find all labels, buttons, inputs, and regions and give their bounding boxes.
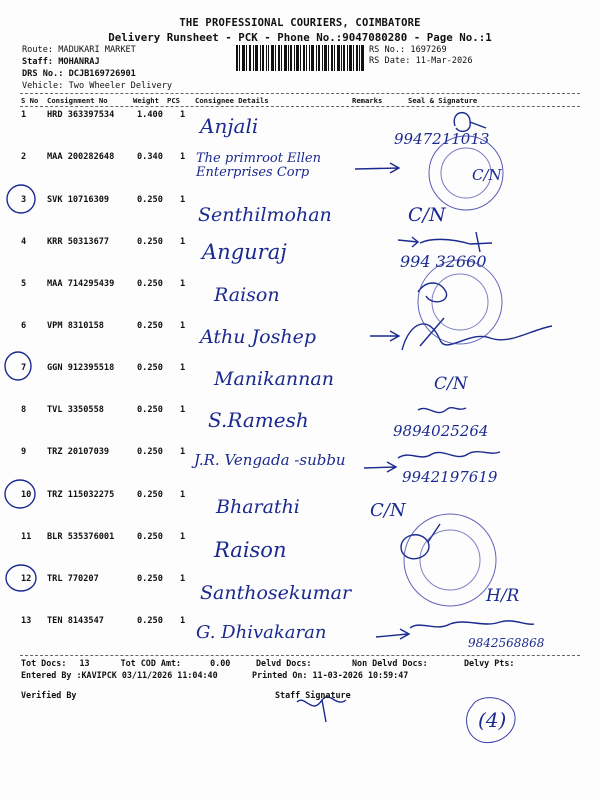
seal-stamp-row-11	[404, 514, 496, 606]
row-consignment: TRL 770207	[47, 574, 99, 584]
seal-stamp-row-11-inner	[420, 530, 480, 590]
row-weight: 1.400	[137, 110, 163, 120]
row-consignment: VPM 8310158	[47, 321, 104, 331]
row-sno: 6	[21, 321, 27, 331]
circled-row-10	[5, 480, 35, 508]
seal-stamp-row-2-inner	[441, 148, 491, 198]
handwritten-remark: C/N	[472, 166, 502, 184]
handwritten-name: Raison	[214, 284, 280, 306]
row-pcs: 1	[180, 195, 186, 205]
col-pcs: PCS	[167, 96, 180, 105]
row-weight: 0.250	[137, 321, 163, 331]
row-weight: 0.250	[137, 447, 163, 457]
entered-by: Entered By :KAVIPCK 03/11/2026 11:04:40	[21, 670, 218, 680]
row-pcs: 1	[180, 405, 186, 415]
circled-row-3	[7, 185, 35, 213]
arrow-row-13	[376, 629, 409, 639]
row-weight: 0.250	[137, 532, 163, 542]
totals-line	[21, 658, 230, 668]
handwritten-remark: 9894025264	[393, 422, 489, 440]
vehicle-label: Vehicle:	[22, 81, 64, 91]
row-weight: 0.250	[137, 363, 163, 373]
row-consignment: SVK 10716309	[47, 195, 110, 205]
row-consignment: KRR 50313677	[47, 237, 110, 247]
signature-row-1	[454, 113, 486, 132]
handwritten-remark: 9842568868	[468, 636, 545, 650]
handwritten-remark: C/N	[370, 500, 406, 521]
seal-stamp-row-5	[418, 260, 502, 344]
non-delvd-docs-label: Non Delvd Docs:	[352, 658, 428, 668]
tot-cod-label: Tot COD Amt:	[120, 658, 182, 668]
row-consignment: MAA 714295439	[47, 279, 115, 289]
col-remarks: Remarks	[352, 96, 383, 105]
staff-label: Staff:	[22, 57, 54, 67]
col-sno: S No	[21, 96, 39, 105]
row-weight: 0.250	[137, 195, 163, 205]
row-weight: 0.340	[137, 152, 163, 162]
arrow-row-9	[364, 462, 396, 472]
arrow-row-6	[370, 331, 399, 341]
row-weight: 0.250	[137, 490, 163, 500]
handwritten-name: Senthilmohan	[198, 204, 332, 226]
signature-row-13	[410, 621, 534, 628]
row-weight: 0.250	[137, 616, 163, 626]
staff-signature-mark	[297, 697, 346, 722]
tot-docs-value: 13	[79, 658, 90, 668]
staff-signature-label: Staff Signature	[275, 690, 351, 700]
printed-on: Printed On: 11-03-2026 10:59:47	[252, 670, 409, 680]
row-weight: 0.250	[137, 237, 163, 247]
col-seal: Seal & Signature	[408, 96, 478, 105]
row-weight: 0.250	[137, 279, 163, 289]
footer-divider	[20, 655, 580, 656]
seal-stamp-row-2	[429, 136, 503, 210]
verified-by: Verified By	[21, 690, 77, 700]
handwritten-remark: 9947211013	[394, 130, 490, 148]
row-sno: 1	[21, 110, 27, 120]
row-pcs: 1	[180, 321, 186, 331]
handwritten-remark: H/R	[486, 586, 520, 606]
route-value: MADUKARI MARKET	[58, 45, 136, 55]
handwritten-name: Bharathi	[216, 496, 300, 518]
handwritten-remark: C/N	[434, 374, 468, 394]
row-pcs: 1	[180, 574, 186, 584]
row-consignment: TRZ 115032275	[47, 490, 115, 500]
row-pcs: 1	[180, 532, 186, 542]
row-consignment: TRZ 20107039	[47, 447, 110, 457]
rs-date-value: 11-Mar-2026	[415, 56, 473, 67]
row-sno: 12	[21, 574, 32, 584]
delvd-docs-label: Delvd Docs:	[256, 658, 312, 668]
row-pcs: 1	[180, 447, 186, 457]
rs-date-label: RS Date:	[369, 56, 411, 67]
handwritten-name: Manikannan	[214, 368, 334, 390]
handwritten-name: S.Ramesh	[208, 408, 309, 432]
row-sno: 5	[21, 279, 27, 289]
signature-row-4	[420, 232, 492, 252]
handwritten-name: Anguraj	[202, 240, 287, 264]
signature-row-6	[402, 318, 552, 350]
arrow-row-4	[398, 237, 418, 247]
tot-cod-value: 0.00	[210, 658, 231, 668]
row-sno: 10	[21, 490, 32, 500]
runsheet-subtitle: Delivery Runsheet - PCK - Phone No.:9047080280 - Page No.:1	[108, 31, 492, 44]
handwritten-name: The primroot Ellen Enterprises Corp	[196, 151, 321, 180]
arrow-row-2	[355, 163, 399, 173]
row-sno: 13	[21, 616, 32, 626]
drs-value: DCJB169726901	[68, 69, 136, 79]
rs-no-value: 1697269	[410, 45, 447, 55]
row-consignment: TVL 3350558	[47, 405, 104, 415]
handwritten-name: Raison	[214, 538, 287, 562]
row-pcs: 1	[180, 616, 186, 626]
handwritten-name: G. Dhivakaran	[196, 622, 327, 643]
handwritten-remark: 994 32660	[400, 252, 487, 271]
handwritten-name: Anjali	[200, 114, 259, 138]
handwritten-remark: C/N	[408, 204, 446, 226]
signature-row-8	[418, 408, 466, 413]
drs-label: DRS No.:	[22, 69, 64, 79]
row-consignment: GGN 912395518	[47, 363, 115, 373]
row-pcs: 1	[180, 237, 186, 247]
row-consignment: TEN 8143547	[47, 616, 104, 626]
row-pcs: 1	[180, 279, 186, 289]
vehicle-value: Two Wheeler Delivery	[68, 81, 173, 91]
signature-row-9	[398, 452, 500, 458]
row-sno: 4	[21, 237, 27, 247]
row-consignment: HRD 363397534	[47, 110, 115, 120]
row-sno: 7	[21, 363, 27, 373]
row-sno: 2	[21, 152, 27, 162]
handwritten-count: (4)	[478, 708, 507, 732]
col-consignment: Consignment No	[47, 96, 108, 105]
row-pcs: 1	[180, 363, 186, 373]
circled-row-7	[5, 352, 31, 380]
delvy-pts-label: Delvy Pts:	[464, 658, 515, 668]
row-consignment: BLR 535376001	[47, 532, 115, 542]
row-pcs: 1	[180, 152, 186, 162]
row-pcs: 1	[180, 490, 186, 500]
row-sno: 11	[21, 532, 32, 542]
circled-row-12	[6, 565, 36, 591]
row-sno: 9	[21, 447, 27, 457]
row-weight: 0.250	[137, 405, 163, 415]
handwritten-name: J.R. Vengada -subbu	[194, 451, 346, 469]
row-pcs: 1	[180, 110, 186, 120]
row-sno: 3	[21, 195, 27, 205]
handwritten-name: Athu Joshep	[200, 326, 316, 348]
handwritten-remark: 9942197619	[402, 468, 498, 486]
col-consignee: Consignee Details	[195, 96, 269, 105]
company-title: THE PROFESSIONAL COURIERS, COIMBATORE	[179, 17, 421, 29]
handwritten-name: Santhosekumar	[200, 582, 352, 604]
tot-docs-label: Tot Docs:	[21, 658, 67, 668]
staff-value: MOHANRAJ	[58, 57, 100, 67]
col-weight: Weight	[133, 96, 159, 105]
row-consignment: MAA 200282648	[47, 152, 115, 162]
row-weight: 0.250	[137, 574, 163, 584]
row-sno: 8	[21, 405, 27, 415]
route-label: Route:	[22, 45, 54, 55]
rs-no-label: RS No.:	[369, 45, 406, 55]
